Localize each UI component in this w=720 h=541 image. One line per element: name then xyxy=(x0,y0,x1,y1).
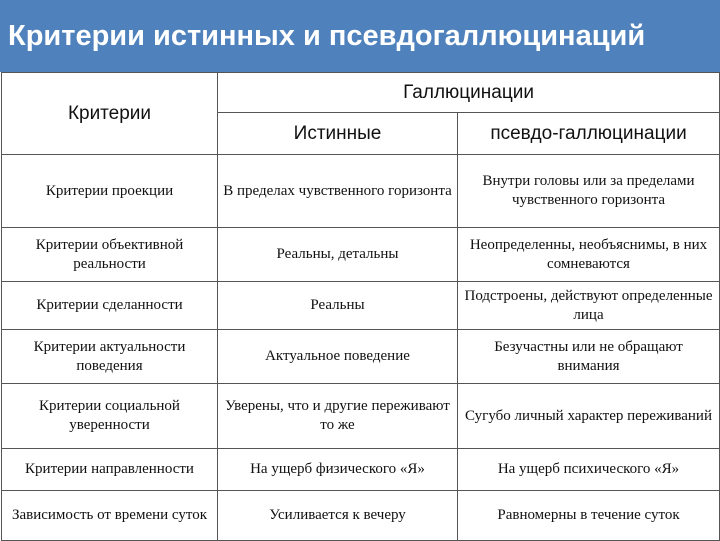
table-row xyxy=(2,384,720,449)
criterion-cell: Критерии сделанности xyxy=(2,282,218,330)
pseudo-cell: Безучастны или не обращают внимания xyxy=(458,330,720,384)
true-cell: Усиливается к вечеру xyxy=(218,491,458,541)
pseudo-cell: Внутри головы или за пределами чувственного горизонта xyxy=(458,155,720,228)
criterion-cell: Критерии направленности xyxy=(2,449,218,491)
criterion-cell: Критерии объективной реальности xyxy=(2,228,218,282)
table-row xyxy=(2,228,720,282)
true-cell: Реальны xyxy=(218,282,458,330)
criterion-cell: Критерии актуальности поведения xyxy=(2,330,218,384)
criteria-table xyxy=(1,72,720,541)
table-row xyxy=(2,155,720,228)
header-true: Истинные xyxy=(218,113,458,155)
true-cell: Уверены, что и другие переживают то же xyxy=(218,384,458,449)
slide-title: Критерии истинных и псевдогаллюцинаций xyxy=(0,0,720,72)
true-cell: Актуальное поведение xyxy=(218,330,458,384)
header-criteria: Критерии xyxy=(2,73,218,155)
true-cell: В пределах чувственного горизонта xyxy=(218,155,458,228)
pseudo-cell: Сугубо личный характер переживаний xyxy=(458,384,720,449)
table-row xyxy=(2,491,720,541)
pseudo-cell: Подстроены, действуют определенные лица xyxy=(458,282,720,330)
pseudo-cell: На ущерб психического «Я» xyxy=(458,449,720,491)
true-cell: Реальны, детальны xyxy=(218,228,458,282)
table-row xyxy=(2,449,720,491)
table-row xyxy=(2,330,720,384)
pseudo-cell: Равномерны в течение суток xyxy=(458,491,720,541)
true-cell: На ущерб физического «Я» xyxy=(218,449,458,491)
criterion-cell: Критерии проекции xyxy=(2,155,218,228)
criterion-cell: Критерии социальной уверенности xyxy=(2,384,218,449)
header-hallucinations: Галлюцинации xyxy=(218,73,720,113)
table-row xyxy=(2,282,720,330)
header-pseudo: псевдо-галлюцинации xyxy=(458,113,720,155)
criterion-cell: Зависимость от времени суток xyxy=(2,491,218,541)
pseudo-cell: Неопределенны, необъяснимы, в них сомневаются xyxy=(458,228,720,282)
